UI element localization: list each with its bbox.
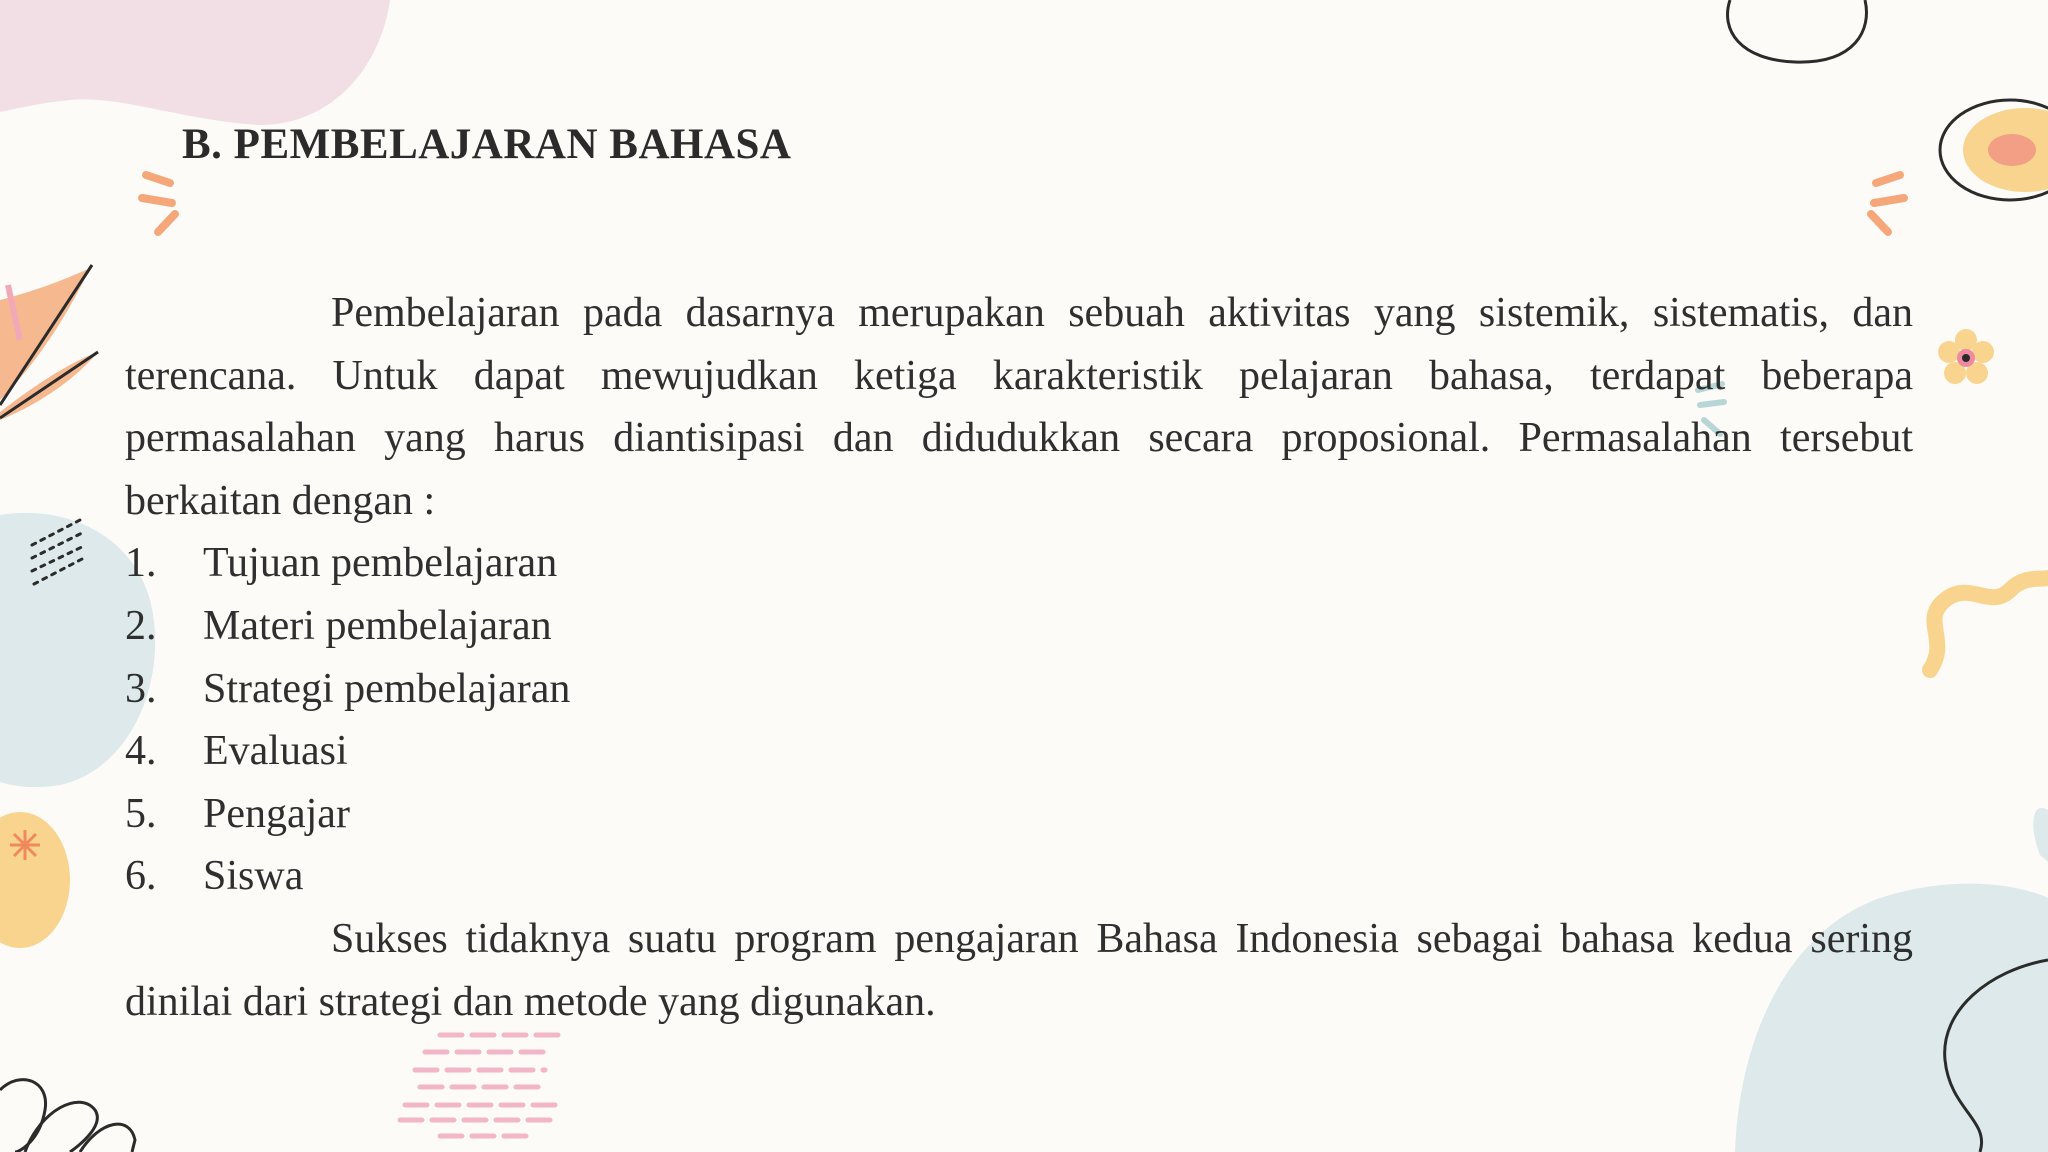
list-number: 5. xyxy=(125,790,157,837)
list-text: Evaluasi xyxy=(203,728,348,775)
list-text: Siswa xyxy=(203,853,304,900)
slide-title: B. PEMBELAJARAN BAHASA xyxy=(182,121,792,168)
list-item xyxy=(125,658,1913,721)
yellow-egg-icon xyxy=(1940,100,2048,200)
list-text: Strategi pembelajaran xyxy=(203,665,571,712)
list-item xyxy=(125,720,1913,783)
list-number: 6. xyxy=(125,853,157,900)
list-item xyxy=(125,845,1913,908)
intro-paragraph: Pembelajaran pada dasarnya merupakan sebuah aktivitas yang sistemik, sistematis, dan terencana. Untuk dapat mewujudkan ketiga karakteristik pelajaran bahasa, terdapat beberapa permasalahan yang harus diantisipasi dan didudukkan secara proposional. Permasalahan tersebut berkaitan dengan : xyxy=(125,290,1913,524)
scribble-icon xyxy=(0,1080,135,1152)
list-number: 4. xyxy=(125,728,157,775)
orange-circle-icon xyxy=(0,812,70,948)
list-number: 1. xyxy=(125,540,157,587)
list-text: Tujuan pembelajaran xyxy=(203,540,558,587)
leaf-icon xyxy=(0,265,98,420)
list-text: Pengajar xyxy=(203,790,350,837)
list-item xyxy=(125,783,1913,846)
pink-dashes-icon xyxy=(400,1035,560,1136)
slide-body xyxy=(125,282,1913,1033)
closing-paragraph: Sukses tidaknya suatu program pengajaran Bahasa Indonesia sebagai bahasa kedua sering dinilai dari strategi dan metode yang digunakan. xyxy=(125,915,1913,1025)
list-number: 3. xyxy=(125,665,157,712)
list-item xyxy=(125,532,1913,595)
outline-circle-icon xyxy=(1728,0,1867,62)
flower-icon xyxy=(1938,329,1994,384)
yellow-squiggle-icon xyxy=(1930,578,2048,670)
list-number: 2. xyxy=(125,602,157,649)
orange-spark-icon xyxy=(142,175,175,232)
list-item xyxy=(125,595,1913,658)
pink-blob-icon xyxy=(0,0,390,125)
numbered-list xyxy=(125,532,1913,908)
list-text: Materi pembelajaran xyxy=(203,602,552,649)
orange-spark-icon xyxy=(1871,175,1904,232)
